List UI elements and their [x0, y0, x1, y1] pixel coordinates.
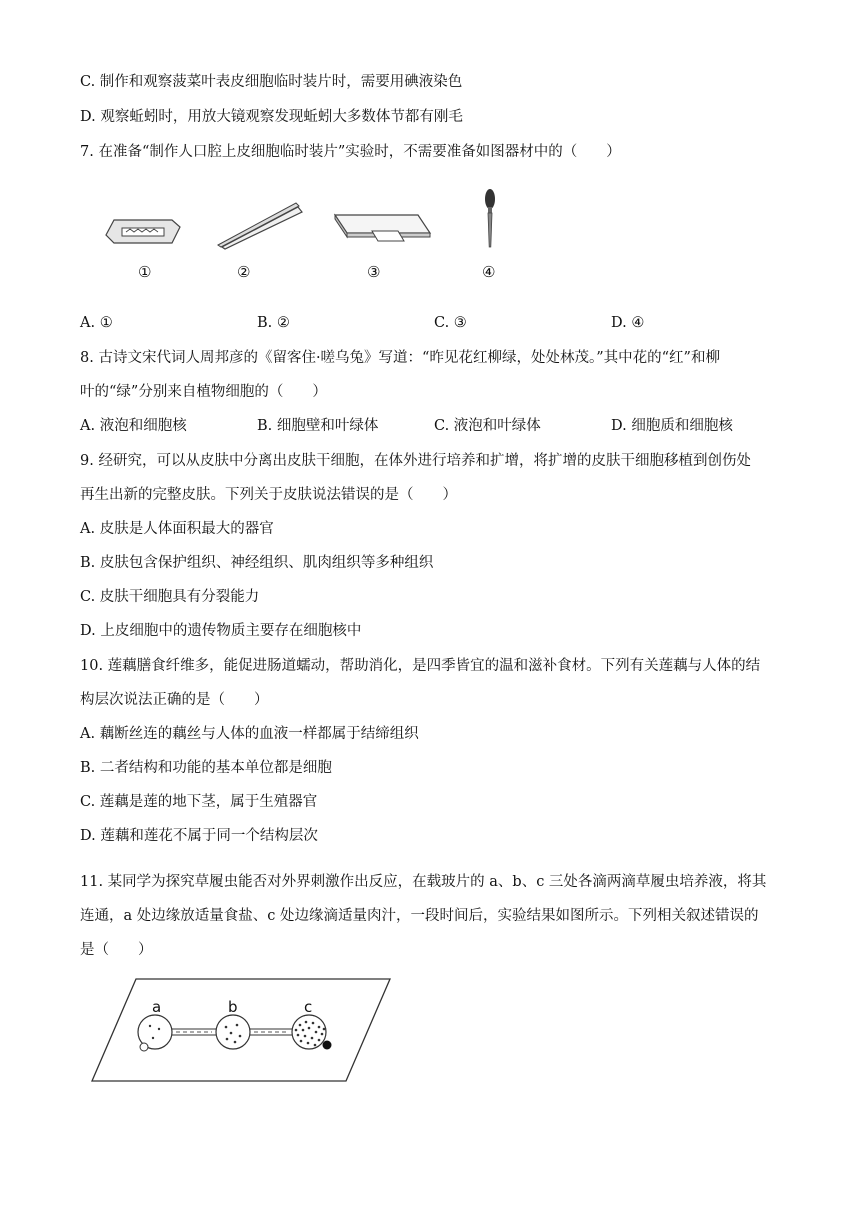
- q10-stem-1: 10. 莲藕膳食纤维多，能促进肠道蠕动，帮助消化，是四季皆宜的温和滋补食材。下列有关莲藕与人体的结: [80, 658, 761, 674]
- q10-option-b: B. 二者结构和功能的基本单位都是细胞: [80, 760, 332, 776]
- q11-paramecium-slide-figure: [88, 975, 398, 1087]
- figure-label-4: ④: [482, 263, 496, 281]
- brush-icon: [485, 189, 495, 247]
- drop-b: [216, 1015, 250, 1049]
- drop-label-b: b: [228, 998, 238, 1016]
- q8-option-b: B. 细胞壁和叶绿体: [257, 418, 379, 434]
- figure-label-1: ①: [138, 263, 152, 281]
- tweezers-icon: [218, 203, 302, 249]
- q10-option-a: A. 藕断丝连的藕丝与人体的血液一样都属于结缔组织: [80, 726, 419, 742]
- q8-option-c: C. 液泡和叶绿体: [434, 418, 541, 434]
- q8-option-d: D. 细胞质和细胞核: [611, 418, 733, 434]
- q8-stem-2: 叶的“绿”分别来自植物细胞的（ ）: [80, 384, 327, 400]
- q6-option-c: C. 制作和观察菠菜叶表皮细胞临时装片时，需要用碘液染色: [80, 74, 463, 90]
- q7-option-a: A. ①: [80, 315, 113, 331]
- q7-option-d: D. ④: [611, 315, 645, 331]
- q7-stem: 7. 在准备“制作人口腔上皮细胞临时装片”实验时，不需要准备如图器材中的（ ）: [80, 144, 621, 160]
- q7-option-c: C. ③: [434, 315, 467, 331]
- q9-option-d: D. 上皮细胞中的遗传物质主要存在细胞核中: [80, 623, 362, 639]
- figure-label-2: ②: [237, 263, 251, 281]
- q9-stem-2: 再生出新的完整皮肤。下列关于皮肤说法错误的是（ ）: [80, 487, 457, 503]
- q10-option-d: D. 莲藕和莲花不属于同一个结构层次: [80, 828, 318, 844]
- razor-blade-icon: [106, 220, 180, 243]
- figure-label-3: ③: [367, 263, 381, 281]
- q7-option-b: B. ②: [257, 315, 290, 331]
- q10-option-c: C. 莲藕是莲的地下茎，属于生殖器官: [80, 794, 318, 810]
- q9-option-b: B. 皮肤包含保护组织、神经组织、肌肉组织等多种组织: [80, 555, 434, 571]
- q9-stem-1: 9. 经研究，可以从皮肤中分离出皮肤干细胞，在体外进行培养和扩增，将扩增的皮肤干细胞移植到创伤处: [80, 453, 751, 469]
- q9-option-c: C. 皮肤干细胞具有分裂能力: [80, 589, 260, 605]
- q8-option-a: A. 液泡和细胞核: [80, 418, 187, 434]
- q10-stem-2: 构层次说法正确的是（ ）: [80, 692, 269, 708]
- glass-slide-icon: [335, 215, 430, 241]
- q6-option-d: D. 观察蚯蚓时，用放大镜观察发现蚯蚓大多数体节都有刚毛: [80, 109, 463, 125]
- q11-stem-3: 是（ ）: [80, 942, 153, 958]
- q7-equipment-figure: [100, 185, 530, 290]
- q11-stem-2: 连通，a 处边缘放适量食盐、c 处边缘滴适量肉汁，一段时间后，实验结果如图所示。下列相关叙述错误的: [80, 908, 759, 924]
- drop-label-c: c: [304, 998, 313, 1016]
- q8-stem-1: 8. 古诗文宋代词人周邦彦的《留客住·嗟乌兔》写道：“昨见花红柳绿，处处林茂。”其中花的“红”和柳: [80, 350, 720, 366]
- drop-label-a: a: [152, 998, 162, 1016]
- q9-option-a: A. 皮肤是人体面积最大的器官: [80, 521, 274, 537]
- drop-c: [292, 1015, 326, 1049]
- q11-stem-1: 11. 某同学为探究草履虫能否对外界刺激作出反应，在载玻片的 a、b、c 三处各滴两滴草履虫培养液，将其: [80, 874, 767, 890]
